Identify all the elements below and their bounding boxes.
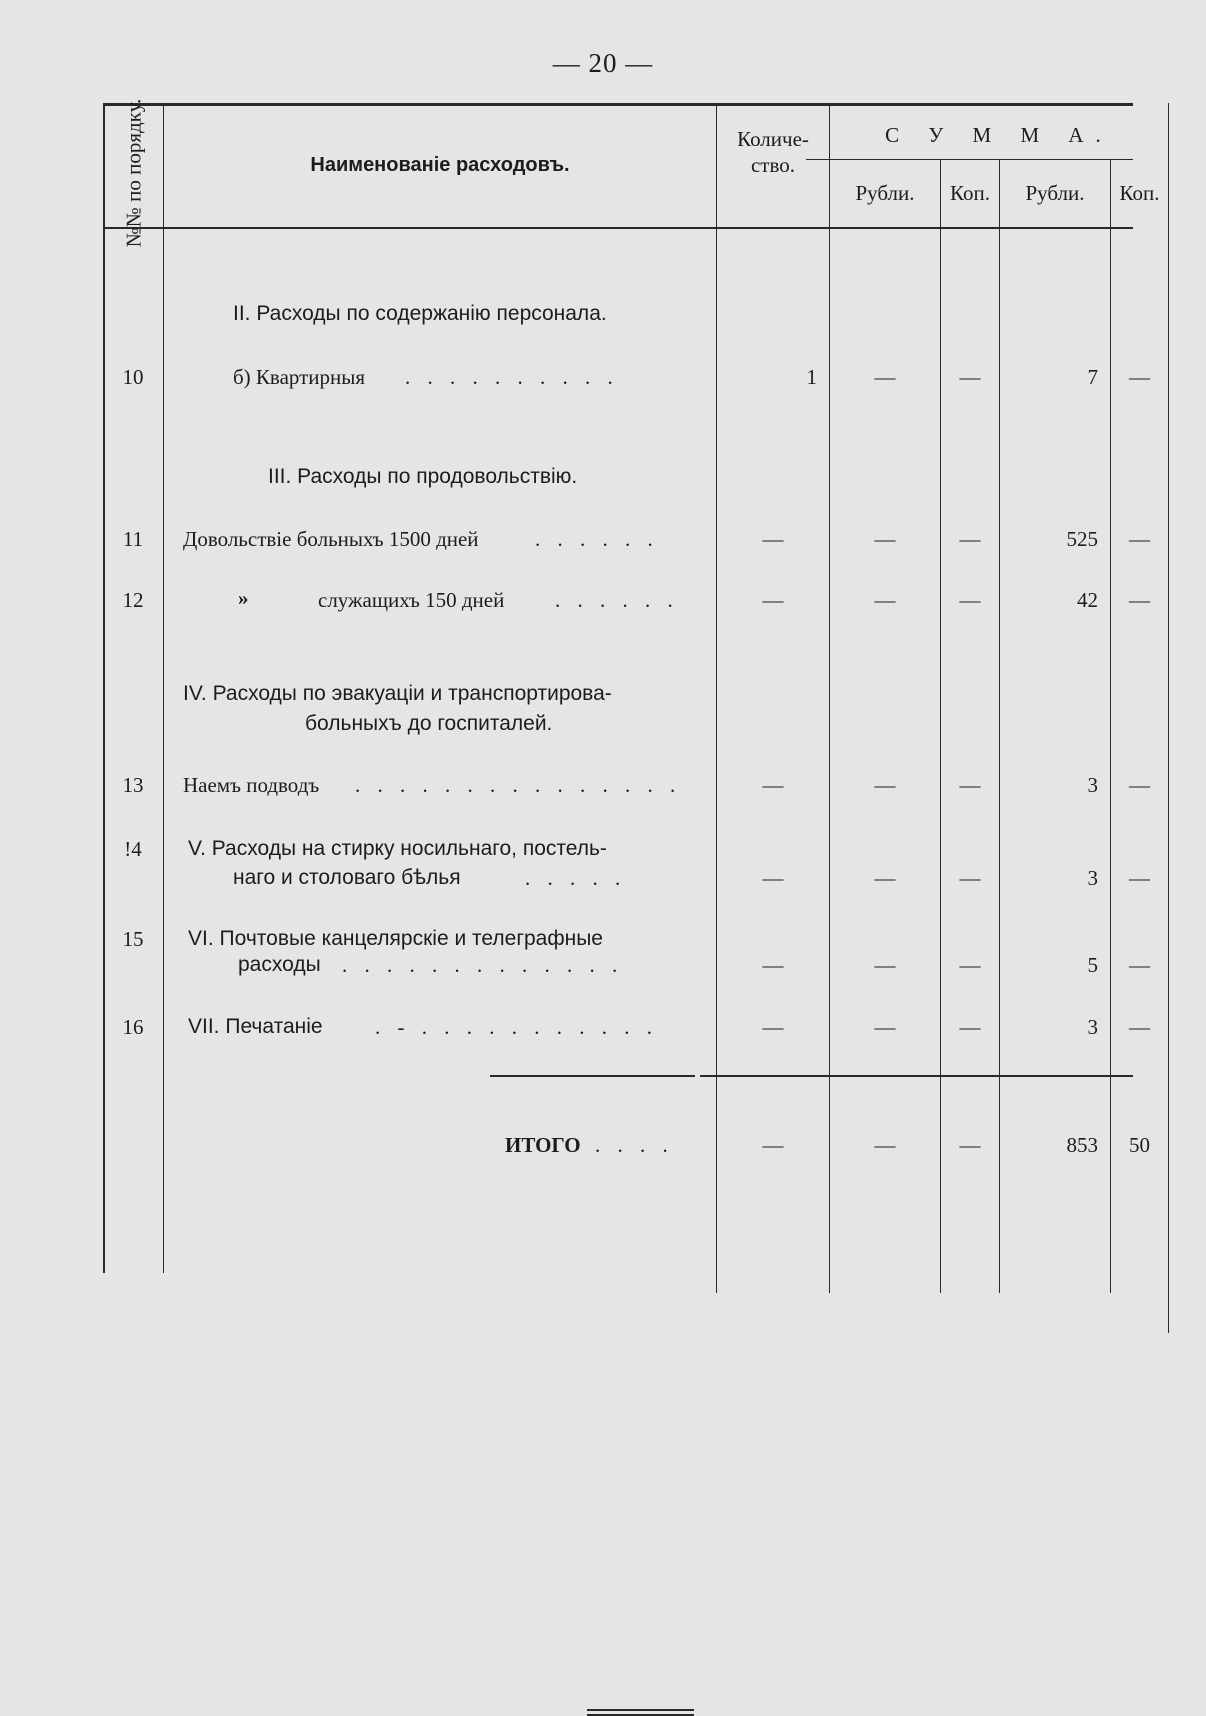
row-dots: . . . . . .	[535, 527, 659, 551]
row-number: 12	[122, 588, 144, 612]
row-number: !4	[124, 837, 142, 861]
header-number: №№ по порядку.	[121, 98, 146, 248]
row-dots: . . . . .	[525, 866, 627, 890]
row-rubles-2: 5	[1087, 953, 1098, 977]
section-4-title-line1: IV. Расходы по эвакуаціи и транспортирова-	[183, 682, 612, 705]
row-quantity: —	[762, 953, 784, 977]
row-dots: . . . . . .	[555, 588, 679, 612]
row-name: Наемъ подводъ	[183, 773, 320, 797]
total-quantity: —	[762, 1133, 784, 1157]
row-kopecks-1: —	[959, 953, 981, 977]
header-kopecks-2: Коп.	[1119, 181, 1160, 205]
row-name: б) Квартирныя	[233, 365, 366, 389]
total-kopecks-1: —	[959, 1133, 981, 1157]
total-rubles-1: —	[874, 1133, 896, 1157]
header-rubles-1: Рубли.	[855, 181, 915, 205]
row-rubles-1: —	[874, 773, 896, 797]
row-kopecks-2: —	[1129, 773, 1150, 797]
row-dots: . . . . . . . . . . . . .	[342, 953, 624, 977]
row-quantity: —	[762, 1015, 784, 1039]
section-3-title: III. Расходы по продовольствію.	[268, 465, 578, 488]
total-rubles-2: 853	[1066, 1133, 1098, 1157]
header-sum: С У М М А.	[885, 123, 1113, 147]
row-name: Довольствіе больныхъ 1500 дней	[183, 527, 479, 551]
header-name: Наименованіе расходовъ.	[310, 154, 570, 176]
row-number: 10	[122, 365, 144, 389]
row-number: 16	[122, 1015, 144, 1039]
row-name-line2: расходы	[238, 953, 321, 976]
row-rubles-2: 3	[1087, 773, 1098, 797]
row-dots: . . . . . . . . . . . . . . .	[355, 773, 682, 797]
row-rubles-1: —	[874, 1015, 896, 1039]
total-dots: . . . .	[595, 1133, 674, 1157]
header-rubles-2: Рубли.	[1025, 181, 1085, 205]
header-quantity: Количе- ство.	[737, 127, 809, 178]
header-kopecks-1: Коп.	[950, 181, 990, 205]
row-name-line1: V. Расходы на стирку носильнаго, постель-	[188, 837, 607, 860]
row-number: 11	[122, 527, 144, 551]
row-rubles-1: —	[874, 527, 896, 551]
row-kopecks-1: —	[959, 365, 981, 389]
section-4-title-line2: больныхъ до госпиталей.	[305, 712, 553, 735]
page-number: — 20 —	[552, 48, 654, 78]
row-rubles-1: —	[874, 365, 896, 389]
row-rubles-2: 3	[1087, 1015, 1098, 1039]
row-kopecks-1: —	[959, 588, 981, 612]
row-dots: . - . . . . . . . . . . .	[375, 1015, 658, 1039]
row-rubles-1: —	[874, 588, 896, 612]
row-kopecks-2: —	[1129, 953, 1150, 977]
row-kopecks-2: —	[1129, 866, 1150, 890]
row-quantity: —	[762, 866, 784, 890]
total-kopecks-2: 50	[1129, 1133, 1150, 1157]
row-dots: . . . . . . . . . .	[405, 365, 619, 389]
section-2-title: II. Расходы по содержанію персонала.	[233, 302, 607, 325]
row-quantity: —	[762, 773, 784, 797]
row-rubles-2: 7	[1087, 365, 1098, 389]
row-kopecks-1: —	[959, 527, 981, 551]
row-kopecks-1: —	[959, 773, 981, 797]
row-kopecks-1: —	[959, 866, 981, 890]
row-quantity: —	[762, 588, 784, 612]
row-rubles-2: 525	[1066, 527, 1098, 551]
row-kopecks-1: —	[959, 1015, 981, 1039]
row-quantity: 1	[806, 365, 817, 389]
row-name: служащихъ 150 дней	[318, 588, 505, 612]
row-kopecks-2: —	[1129, 588, 1150, 612]
row-quantity: —	[762, 527, 784, 551]
row-number: 13	[122, 773, 144, 797]
row-kopecks-2: —	[1129, 1015, 1150, 1039]
row-rubles-1: —	[874, 866, 896, 890]
row-name: VII. Печатаніе	[188, 1015, 323, 1038]
row-name-line2: наго и столоваго бѣлья	[233, 866, 461, 889]
row-number: 15	[122, 927, 144, 951]
row-kopecks-2: —	[1129, 365, 1150, 389]
row-rubles-1: —	[874, 953, 896, 977]
row-rubles-2: 42	[1077, 588, 1098, 612]
total-label: ИТОГО	[505, 1133, 581, 1157]
row-name-line1: VI. Почтовые канцелярскіе и телеграфные	[188, 927, 603, 950]
ditto-mark: »	[238, 586, 249, 610]
row-rubles-2: 3	[1087, 866, 1098, 890]
row-kopecks-2: —	[1129, 527, 1150, 551]
